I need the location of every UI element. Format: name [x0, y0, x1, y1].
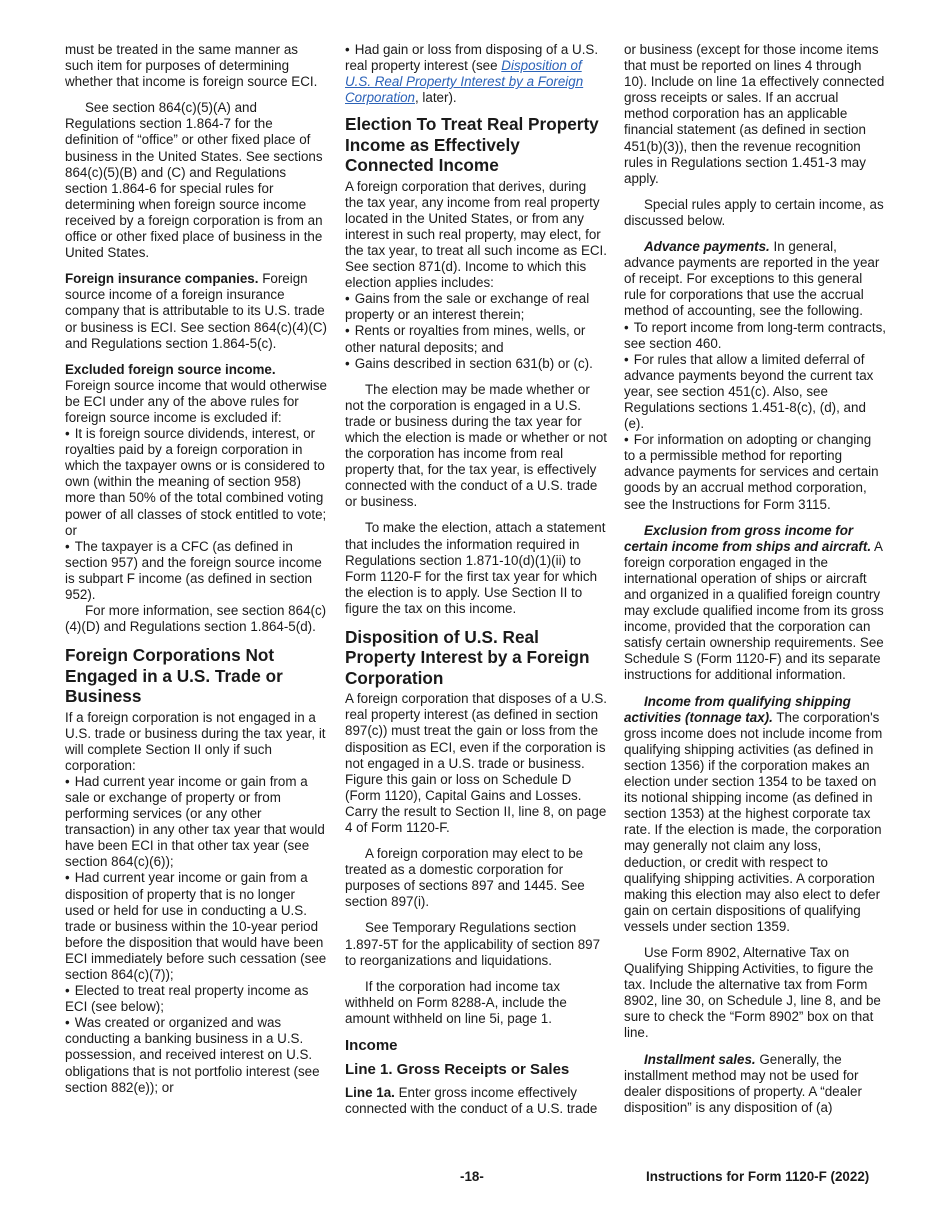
paragraph: For more information, see section 864(c)(4)(D) and Regulations section 1.864-5(d).	[65, 603, 327, 635]
run-in-heading: Line 1a.	[345, 1085, 395, 1101]
disposition-link[interactable]: Disposition of U.S. Real Property Interest by a Foreign Corporation	[345, 58, 584, 106]
paragraph	[65, 271, 327, 351]
paragraph: To make the election, attach a statement that includes the information required in Regulations section 1.871-10(d)(1)(ii) to Form 1120-F for the first tax year for which the election is to apply. Use Section II to figure the tax on this income.	[345, 520, 606, 616]
bullet-item: • To report income from long-term contracts, see section 460.	[624, 320, 886, 352]
paragraph	[624, 694, 886, 935]
bullet-item: • Gains described in section 631(b) or (c).	[345, 356, 607, 372]
section-heading: Income	[345, 1037, 398, 1055]
bullet-item: • Elected to treat real property income as ECI (see below);	[65, 983, 327, 1015]
paragraph: Special rules apply to certain income, as discussed below.	[624, 196, 884, 228]
section-heading: Foreign Corporations Not Engaged in a U.S. Trade or Business	[65, 645, 283, 707]
paragraph: must be treated in the same manner as such item for purposes of determining whether that income is foreign source ECI.	[65, 42, 318, 90]
run-in-heading: Exclusion from gross income for certain income from ships and aircraft.	[624, 522, 872, 554]
paragraph-text: Generally, the installment method may not be used for dealer dispositions of property. A “dealer disposition” is any disposition of (a)	[624, 1051, 862, 1115]
paragraph-text: Foreign source income that would otherwise be ECI under any of the above rules for foreign source income is excluded if:	[65, 377, 327, 425]
paragraph	[345, 1085, 607, 1117]
section-heading: Disposition of U.S. Real Property Interest by a Foreign Corporation	[345, 627, 590, 688]
paragraph: See Temporary Regulations section 1.897-5T for the applicability of section 897 to reorganizations and liquidations.	[345, 920, 601, 968]
bullet-item: • For rules that allow a limited deferral of advance payments beyond the current tax year, see section 451(c). Also, see Regulations sections 1.451-8(c), (d), and (e).	[624, 352, 886, 432]
paragraph: A foreign corporation that derives, during the tax year, any income from real property located in the United States, or from any interest in such real property, may elect, for the tax year, to treat all such income as ECI. See section 871(d). Income to which this election applies includes:	[345, 178, 607, 291]
bullet-item: • Had current year income or gain from a disposition of property that is no longer used or held for use in conducting a U.S. trade or business within the 10-year period before the disposition that would have been ECI immediately before such cessation (see section 864(c)(7));	[65, 870, 327, 983]
paragraph: or business (except for those income items that must be reported on lines 4 through 10). Include on line 1a effectively connected gross receipts or sales. If an accrual method corporation has an applicable financial statement (as defined in section 451(b)(3)), then the revenue recognition rules in Regulations section 1.451-3 may apply.	[624, 42, 885, 186]
paragraph: A foreign corporation may elect to be treated as a domestic corporation for purposes of sections 897 and 1445. See section 897(i).	[345, 846, 585, 910]
bullet-item: • Gains from the sale or exchange of real property or an interest therein;	[345, 291, 607, 323]
form-title: Instructions for Form 1120-F (2022)	[646, 1169, 870, 1184]
paragraph-text: The corporation's gross income does not include income from qualifying shipping activities (as defined in section 1356) if the corporation makes an election under section 1354 to be taxed on its notional shipping income (as defined in section 1353) at the highest corporate tax rate. If the election is made, the corporation may generally not claim any loss, deduction, or credit with respect to qualifying shipping activities. A corporation making this election may also elect to defer gain on certain dispositions of qualifying vessels under section 1359.	[624, 709, 883, 934]
paragraph: Use Form 8902, Alternative Tax on Qualifying Shipping Activities, to figure the tax. Include the alternative tax from Form 8902, line 30, on Schedule J, line 8, and be sure to check the “Form 8902” box on that line.	[624, 944, 881, 1041]
bullet-item: • For information on adopting or changing to a permissible method for reporting advance payments for services and certain goods by an accrual method corporation, see the Instructions for Form 3115.	[624, 432, 886, 512]
section-heading: Election To Treat Real Property Income as Effectively Connected Income	[345, 114, 599, 176]
bullet-item: • Was created or organized and was conducting a banking business in a U.S. possession, and received interest on U.S. obligations that is not portfolio interest (see section 882(e)); or	[65, 1015, 327, 1095]
bullet-text: , later).	[414, 90, 457, 106]
subsection-heading: Line 1. Gross Receipts or Sales	[345, 1061, 570, 1079]
column-2	[345, 42, 607, 1127]
paragraph: A foreign corporation that disposes of a U.S. real property interest (as defined in section 897(c)) must treat the gain or loss from the disposition as ECI, even if the corporation is not engaged in a U.S. trade or business. Figure this gain or loss on Schedule D (Form 1120), Capital Gains and Losses. Carry the result to Section II, line 8, on page 4 of Form 1120-F.	[345, 691, 608, 835]
paragraph	[624, 239, 886, 319]
paragraph	[65, 362, 327, 426]
paragraph: If the corporation had income tax withheld on Form 8288-A, include the amount withheld on line 5i, page 1.	[345, 978, 567, 1026]
paragraph: If a foreign corporation is not engaged in a U.S. trade or business during the tax year, it will complete Section II only if such corporation:	[65, 709, 326, 773]
bullet-item: • Had current year income or gain from a sale or exchange of property or from performing services (or any other transaction) in any other tax year that would have been ECI in that other tax year (see section 864(c)(6));	[65, 774, 327, 871]
run-in-heading: Advance payments.	[644, 239, 770, 255]
paragraph-text: Foreign source income of a foreign insurance company that is attributable to its U.S. trade or business is ECI. See section 864(c)(4)(C) and Regulations section 1.864-5(c).	[65, 271, 327, 351]
paragraph	[624, 523, 886, 684]
paragraph-text: In general, advance payments are reported in the year of receipt. For exceptions to this general rule for corporations that use the accrual method of accounting, see the following.	[624, 239, 880, 319]
paragraph-text: Enter gross income effectively connected with the conduct of a U.S. trade	[345, 1085, 598, 1117]
bullet-item	[345, 42, 607, 106]
bullet-item: • Rents or royalties from mines, wells, or other natural deposits; and	[345, 323, 607, 355]
page-number: -18-	[460, 1169, 484, 1184]
column-3	[624, 42, 886, 1126]
run-in-heading: Income from qualifying shipping activities (tonnage tax).	[624, 693, 851, 725]
run-in-heading: Excluded foreign source income.	[65, 361, 276, 377]
paragraph: The election may be made whether or not the corporation is engaged in a U.S. trade or business during the tax year for which the election is made or whether or not the corporation has income from real property that, for the tax year, is effectively connected with the conduct of a U.S. trade or business.	[345, 381, 608, 510]
paragraph: See section 864(c)(5)(A) and Regulations section 1.864-7 for the definition of “office” or other fixed place of business in the United States. See sections 864(c)(5)(B) and (C) and Regulations section 1.864-6 for special rules for determining when foreign source income received by a foreign corporation is from an office or other fixed place of business in the United States.	[65, 100, 323, 261]
column-1	[65, 42, 327, 1096]
run-in-heading: Foreign insurance companies.	[65, 271, 259, 287]
bullet-item: • The taxpayer is a CFC (as defined in section 957) and the foreign source income is subpart F income (as defined in section 952).	[65, 539, 327, 603]
bullet-item: • It is foreign source dividends, interest, or royalties paid by a foreign corporation in which the taxpayer owns or is considered to own (within the meaning of section 958) more than 50% of the total combined voting power of all classes of stock entitled to vote; or	[65, 426, 327, 539]
paragraph-text: A foreign corporation engaged in the international operation of ships or aircraft and organized in a qualified foreign country may exclude qualified income from its gross income, provided that the corporation can satisfy certain ownership requirements. See Schedule S (Form 1120-F) and its separate instructions for additional information.	[624, 538, 884, 683]
bullet-text: Had gain or loss from disposing of a U.S. real property interest (see	[345, 42, 599, 74]
run-in-heading: Installment sales.	[644, 1051, 756, 1067]
paragraph	[624, 1052, 886, 1116]
